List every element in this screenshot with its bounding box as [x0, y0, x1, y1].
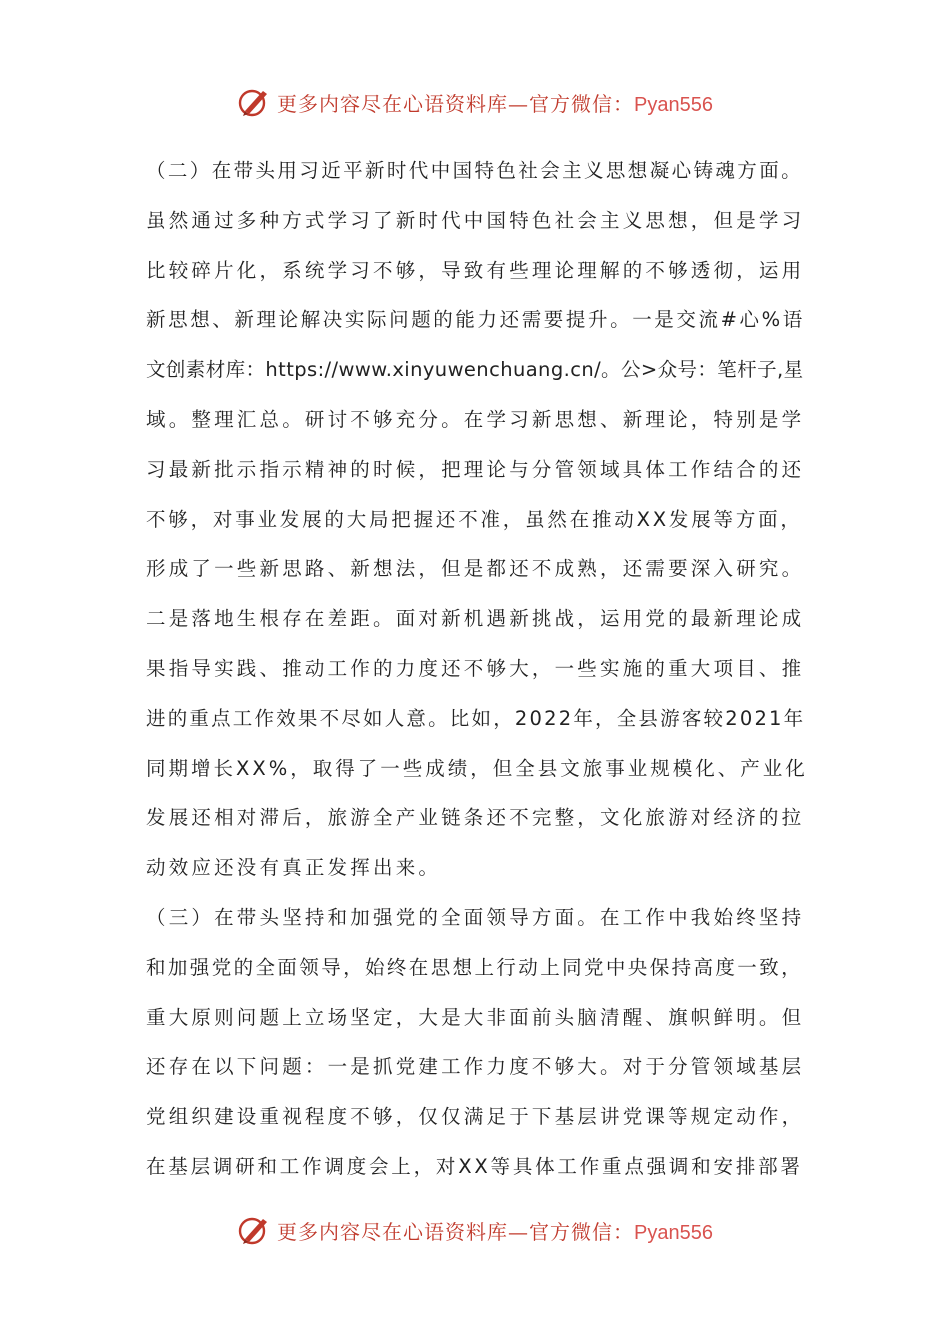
- text-line: 进的重点工作效果不尽如人意。比如，2022年，全县游客较2021年: [146, 706, 806, 730]
- text-line: （二）在带头用习近平新时代中国特色社会主义思想凝心铸魂方面。: [146, 159, 804, 182]
- footer-banner-text: 更多内容尽在心语资料库—官方微信：Pyan556: [277, 1219, 713, 1244]
- footer-wechat-id: Pyan556: [634, 1221, 713, 1244]
- text-line: 形成了一些新思路、新想法，但是都还不成熟，还需要深入研究。: [146, 557, 805, 581]
- pen-logo-icon: [237, 85, 271, 119]
- text-line: 习最新批示指示精神的时候，把理论与分管领域具体工作结合的还: [146, 457, 805, 481]
- header-wechat-id: Pyan556: [634, 93, 713, 116]
- text-line: （三）在带头坚持和加强党的全面领导方面。在工作中我始终坚持: [146, 905, 805, 929]
- header-banner-text: 更多内容尽在心语资料库—官方微信：Pyan556: [277, 91, 713, 116]
- text-line: 不够，对事业发展的大局把握还不准，虽然在推动XX发展等方面，: [146, 507, 803, 531]
- text-line: 比较碎片化，系统学习不够，导致有些理论理解的不够透彻，运用: [146, 258, 805, 282]
- text-line: 重大原则问题上立场坚定，大是大非面前头脑清醒、旗帜鲜明。但: [146, 1005, 805, 1029]
- text-line: 虽然通过多种方式学习了新时代中国特色社会主义思想，但是学习: [146, 208, 805, 232]
- header-banner: [0, 80, 950, 124]
- text-line: 动效应还没有真正发挥出来。: [146, 856, 442, 880]
- footer-banner: [0, 1208, 950, 1252]
- document-body: [146, 146, 806, 1192]
- text-line: 二是落地生根存在差距。面对新机遇新挑战，运用党的最新理论成: [146, 607, 805, 631]
- text-line: 在基层调研和工作调度会上，对XX等具体工作重点强调和安排部署: [146, 1154, 803, 1178]
- text-line: 党组织建设重视程度不够，仅仅满足于下基层讲党课等规定动作，: [146, 1105, 805, 1129]
- text-line: 还存在以下问题：一是抓党建工作力度不够大。对于分管领域基层: [146, 1055, 805, 1079]
- pen-logo-icon: [237, 1213, 271, 1247]
- text-line: 域。整理汇总。研讨不够充分。在学习新思想、新理论，特别是学: [146, 407, 805, 431]
- text-line: 文创素材库：https://www.xinyuwenchuang.cn/。公>众号：笔杆子,星: [146, 358, 804, 382]
- text-line: 同期增长XX%，取得了一些成绩，但全县文旅事业规模化、产业化: [146, 756, 808, 780]
- text-line: 和加强党的全面领导，始终在思想上行动上同党中央保持高度一致，: [146, 955, 804, 979]
- text-line: 新思想、新理论解决实际问题的能力还需要提升。一是交流#心%语: [146, 308, 805, 332]
- text-line: 果指导实践、推动工作的力度还不够大，一些实施的重大项目、推: [146, 656, 805, 680]
- text-line: 发展还相对滞后，旅游全产业链条还不完整，文化旅游对经济的拉: [146, 806, 805, 830]
